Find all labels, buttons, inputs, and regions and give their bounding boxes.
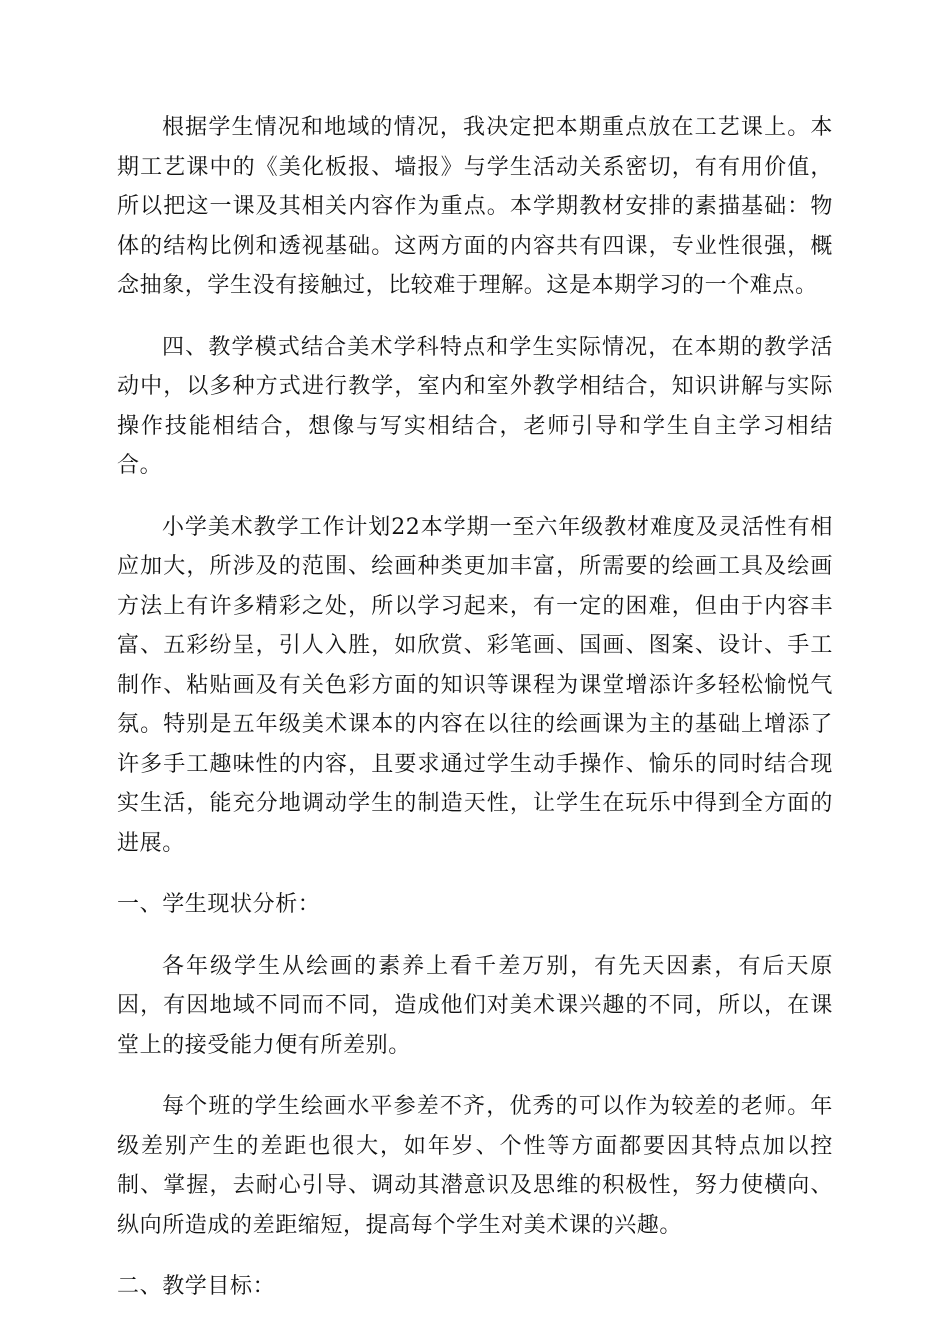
section-heading-teaching-goals: 二、教学目标： — [117, 1274, 276, 1299]
paragraph-craft-focus: 根据学生情况和地域的情况，我决定把本期重点放在工艺课上。本期工艺课中的《美化板报、墙报》与学生活动关系密切，有有用价值，所以把这一课及其相关内容作为重点。本学期教材安排的素描基础：物体的结构比例和透视基础。这两方面的内容共有四课，专业性很强，概念抽象，学生没有接触过，比较难于理解。这是本期学习的一个难点。 — [117, 115, 833, 298]
paragraph-student-differences: 各年级学生从绘画的素养上看千差万别，有先天因素，有后天原因，有因地域不同而不同，造成他们对美术课兴趣的不同，所以，在课堂上的接受能力便有所差别。 — [117, 953, 833, 1058]
paragraph-class-levels: 每个班的学生绘画水平参差不齐，优秀的可以作为较差的老师。年级差别产生的差距也很大，如年岁、个性等方面都要因其特点加以控制、掌握，去耐心引导、调动其潜意识及思维的积极性，努力使横向、纵向所造成的差距缩短，提高每个学生对美术课的兴趣。 — [117, 1094, 833, 1238]
paragraph-work-plan: 小学美术教学工作计划22本学期一至六年级教材难度及灵活性有相应加大，所涉及的范围、绘画种类更加丰富，所需要的绘画工具及绘画方法上有许多精彩之处，所以学习起来，有一定的困难，但由于内容丰富、五彩纷呈，引人入胜，如欣赏、彩笔画、国画、图案、设计、手工制作、粘贴画及有关色彩方面的知识等课程为课堂增添许多轻松愉悦气氛。特别是五年级美术课本的内容在以往的绘画课为主的基础上增添了许多手工趣味性的内容，且要求通过学生动手操作、愉乐的同时结合现实生活，能充分地调动学生的制造天性，让学生在玩乐中得到全方面的进展。 — [117, 514, 833, 856]
paragraph-teaching-mode: 四、教学模式结合美术学科特点和学生实际情况，在本期的教学活动中，以多种方式进行教学，室内和室外教学相结合，知识讲解与实际操作技能相结合，想像与写实相结合，老师引导和学生自主学习相结合。 — [117, 334, 833, 478]
section-heading-student-analysis: 一、学生现状分析： — [117, 892, 321, 917]
document-body — [117, 108, 833, 1329]
